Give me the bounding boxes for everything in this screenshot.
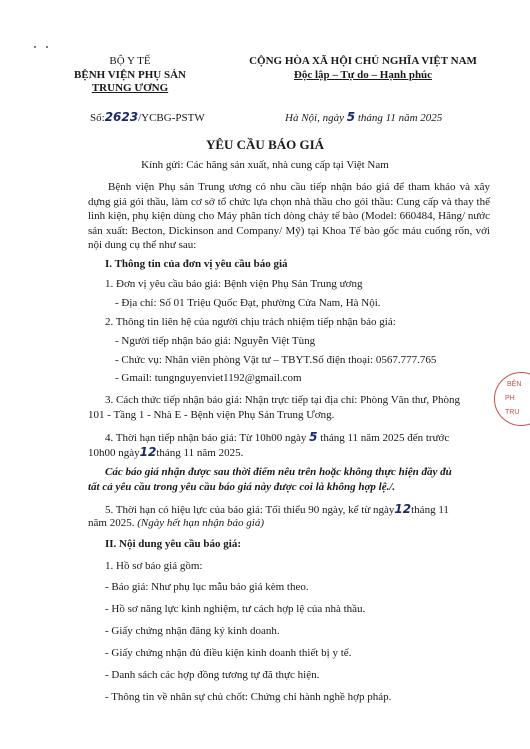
section1-address: - Địa chỉ: Số 01 Triệu Quốc Đạt, phường Cửa Nam, Hà Nội.: [115, 297, 381, 309]
section2-bullet: - Báo giá: Như phụ lục mẫu báo giá kèm theo.: [105, 581, 309, 593]
section2-bullet: - Giấy chứng nhận đăng ký kinh doanh.: [105, 625, 280, 637]
validity-note-line2: tất cả yêu cầu trong yêu cầu báo giá này được coi là không hợp lệ./.: [88, 481, 396, 493]
section1-heading: I. Thông tin của đơn vị yêu cầu báo giá: [105, 258, 288, 270]
section1-item5-line1: 5. Thời hạn có hiệu lực của báo giá: Tối thiểu 90 ngày, kể từ ngày12tháng 11: [105, 502, 449, 516]
validity-note-line1: Các báo giá nhận được sau thời điểm nêu trên hoặc không thực hiện đầy đủ: [105, 466, 452, 478]
section1-item4-line1: 4. Thời hạn tiếp nhận báo giá: Từ 10h00 ngày 5 tháng 11 năm 2025 đến trước: [105, 430, 450, 444]
section1-email: - Gmail: tungnguyenviet1192@gmail.com: [115, 372, 302, 384]
handwritten-day: 12: [394, 502, 412, 516]
handwritten-day: 5: [346, 110, 356, 124]
greeting: Kính gửi: Các hãng sản xuất, nhà cung cấp tại Việt Nam: [141, 159, 389, 171]
issue-date: Hà Nội, ngày 5 tháng 11 năm 2025: [285, 110, 443, 124]
section1-item3-line1: 3. Cách thức tiếp nhận báo giá: Nhận trực tiếp tại địa chỉ: Phòng Văn thư, Phòng: [105, 394, 460, 406]
handwritten-doc-number: 2623: [104, 110, 139, 124]
document-number: Số:2623/YCBG-PSTW: [90, 110, 205, 124]
section2-bullet: - Hồ sơ năng lực kinh nghiệm, tư cách hợp lệ của nhà thầu.: [105, 603, 366, 615]
handwritten-day: 12: [139, 445, 157, 459]
document-title: YÊU CẦU BÁO GIÁ: [205, 137, 325, 152]
scan-mark: [46, 46, 48, 48]
nation-name: CỘNG HÒA XÃ HỘI CHỦ NGHĨA VIỆT NAM: [249, 55, 477, 67]
section1-item2: 2. Thông tin liên hệ của người chịu trách nhiệm tiếp nhận báo giá:: [105, 316, 396, 328]
intro-paragraph: Bệnh viện Phụ sản Trung ương có nhu cầu tiếp nhận báo giá để tham khảo và xây dựng giá gói thầu, làm cơ sở tổ chức lựa chọn nhà thầu cho gói thầu: Cung cấp và thay thế linh kiện, phụ kiện dùng cho Máy phân tích dòng chảy tế bào (Model: 660484, Hãng/ nước sản xuất: Becton, Dickinson and Company/ Mỹ) tại Khoa Tế bào gốc máu cuống rốn, với nội dung cụ thể như sau:: [88, 181, 490, 251]
section2-heading: II. Nội dung yêu cầu báo giá:: [105, 538, 242, 550]
section2-bullet: - Danh sách các hợp đồng tương tự đã thực hiện.: [105, 669, 320, 681]
handwritten-day: 5: [309, 430, 318, 444]
section1-role: - Chức vụ: Nhân viên phòng Vật tư – TBYT.Số điện thoại: 0567.777.765: [115, 354, 437, 366]
section1-item1: 1. Đơn vị yêu cầu báo giá: Bệnh viện Phụ Sản Trung ương: [105, 278, 363, 290]
scan-mark: [34, 46, 36, 48]
hospital-name-line1: BỆNH VIỆN PHỤ SẢN: [74, 69, 186, 81]
section2-item1: 1. Hồ sơ báo giá gồm:: [105, 560, 203, 572]
section2-bullet: - Thông tin về nhân sự chủ chốt: Chứng chỉ hành nghề hợp pháp.: [105, 691, 392, 703]
section1-item4-line2: 10h00 ngày12tháng 11 năm 2025.: [88, 445, 244, 459]
ministry-name: BỘ Y TẾ: [109, 55, 151, 67]
section1-item5-line2: năm 2025. (Ngày hết hạn nhận báo giá): [88, 517, 264, 529]
section1-receiver: - Người tiếp nhận báo giá: Nguyễn Việt Tùng: [115, 335, 316, 347]
section1-item3-line2: 101 - Tầng 1 - Nhà E - Bệnh viện Phụ Sản Trung Ương.: [88, 409, 335, 421]
hospital-name-line2: TRUNG ƯƠNG: [91, 82, 169, 94]
national-motto: Độc lập – Tự do – Hạnh phúc: [293, 69, 433, 81]
section2-bullet: - Giấy chứng nhận đủ điều kiện kinh doanh thiết bị y tế.: [105, 647, 352, 659]
official-stamp: BỆN PH TRU: [494, 372, 530, 426]
